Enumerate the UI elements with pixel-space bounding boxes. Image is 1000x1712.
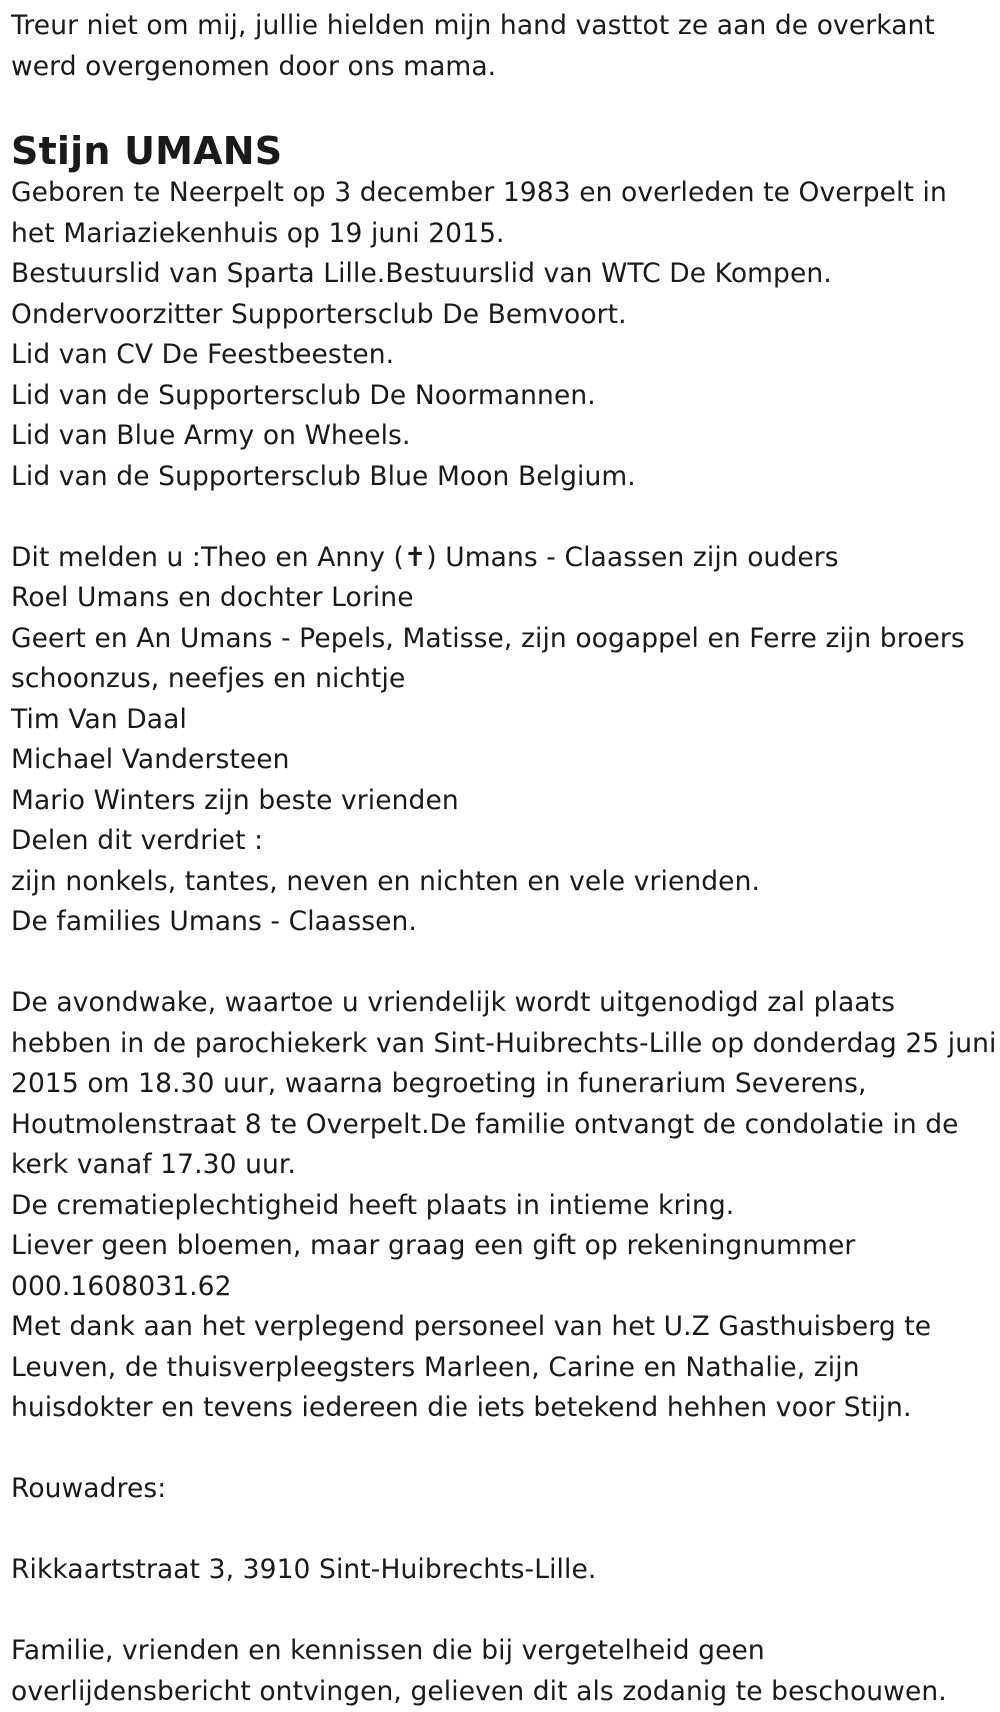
bio-line: Geboren te Neerpelt op 3 december 1983 en overleden te Overpelt in <box>11 173 990 214</box>
spacer <box>11 1510 990 1551</box>
intro-line: Treur niet om mij, jullie hielden mijn hand vasttot ze aan de overkant <box>11 6 990 47</box>
announcement-line: De families Umans - Claassen. <box>11 902 990 943</box>
announcement-line: Michael Vandersteen <box>11 740 990 781</box>
bio-line: Lid van CV De Feestbeesten. <box>11 335 990 376</box>
spacer <box>11 497 990 538</box>
spacer <box>11 1591 990 1632</box>
ceremony-line: kerk vanaf 17.30 uur. <box>11 1145 990 1186</box>
bio-line: Bestuurslid van Sparta Lille.Bestuurslid van WTC De Kompen. <box>11 254 990 295</box>
ceremony-line: De avondwake, waartoe u vriendelijk wordt uitgenodigd zal plaats <box>11 983 990 1024</box>
mourning-address: Rikkaartstraat 3, 3910 Sint-Huibrechts-Lille. <box>11 1550 990 1591</box>
announcement-line: zijn nonkels, tantes, neven en nichten en vele vrienden. <box>11 862 990 903</box>
bio-line: het Mariaziekenhuis op 19 juni 2015. <box>11 214 990 255</box>
spacer <box>11 1429 990 1470</box>
address-label: Rouwadres: <box>11 1469 990 1510</box>
bio-line: Lid van de Supportersclub De Noormannen. <box>11 376 990 417</box>
announcement-line: Roel Umans en dochter Lorine <box>11 578 990 619</box>
closing-note <box>11 1631 990 1712</box>
ceremony-details <box>11 983 990 1429</box>
ceremony-line: Houtmolenstraat 8 te Overpelt.De familie ontvangt de condolatie in de <box>11 1105 990 1146</box>
closing-line: Familie, vrienden en kennissen die bij vergetelheid geen <box>11 1631 990 1672</box>
ceremony-line: Liever geen bloemen, maar graag een gift op rekeningnummer <box>11 1226 990 1267</box>
ceremony-line: Met dank aan het verplegend personeel van het U.Z Gasthuisberg te <box>11 1307 990 1348</box>
ceremony-line: 2015 om 18.30 uur, waarna begroeting in funerarium Severens, <box>11 1064 990 1105</box>
bio-line: Ondervoorzitter Supportersclub De Bemvoort. <box>11 295 990 336</box>
bank-account-number: 000.1608031.62 <box>11 1267 990 1308</box>
ceremony-line: De crematieplechtigheid heeft plaats in intieme kring. <box>11 1186 990 1227</box>
bio-line: Lid van de Supportersclub Blue Moon Belgium. <box>11 457 990 498</box>
announcement-line: Tim Van Daal <box>11 700 990 741</box>
spacer <box>11 943 990 984</box>
ceremony-line: hebben in de parochiekerk van Sint-Huibrechts-Lille op donderdag 25 juni <box>11 1024 990 1065</box>
bio-line: Lid van Blue Army on Wheels. <box>11 416 990 457</box>
ceremony-line: Leuven, de thuisverpleegsters Marleen, Carine en Nathalie, zijn <box>11 1348 990 1389</box>
announcement-line: Geert en An Umans - Pepels, Matisse, zijn oogappel en Ferre zijn broers <box>11 619 990 660</box>
announcement-line: Mario Winters zijn beste vrienden <box>11 781 990 822</box>
biography <box>11 173 990 497</box>
family-announcement <box>11 538 990 943</box>
announcement-line: Delen dit verdriet : <box>11 821 990 862</box>
ceremony-line: huisdokter en tevens iedereen die iets betekend hehhen voor Stijn. <box>11 1388 990 1429</box>
intro-line: werd overgenomen door ons mama. <box>11 47 990 88</box>
deceased-name: Stijn UMANS <box>11 129 990 173</box>
announcement-line: schoonzus, neefjes en nichtje <box>11 659 990 700</box>
closing-line: overlijdensbericht ontvingen, gelieven dit als zodanig te beschouwen. <box>11 1672 990 1712</box>
intro-quote <box>11 6 990 87</box>
announcement-line: Dit melden u :Theo en Anny (✝) Umans - Claassen zijn ouders <box>11 538 990 579</box>
